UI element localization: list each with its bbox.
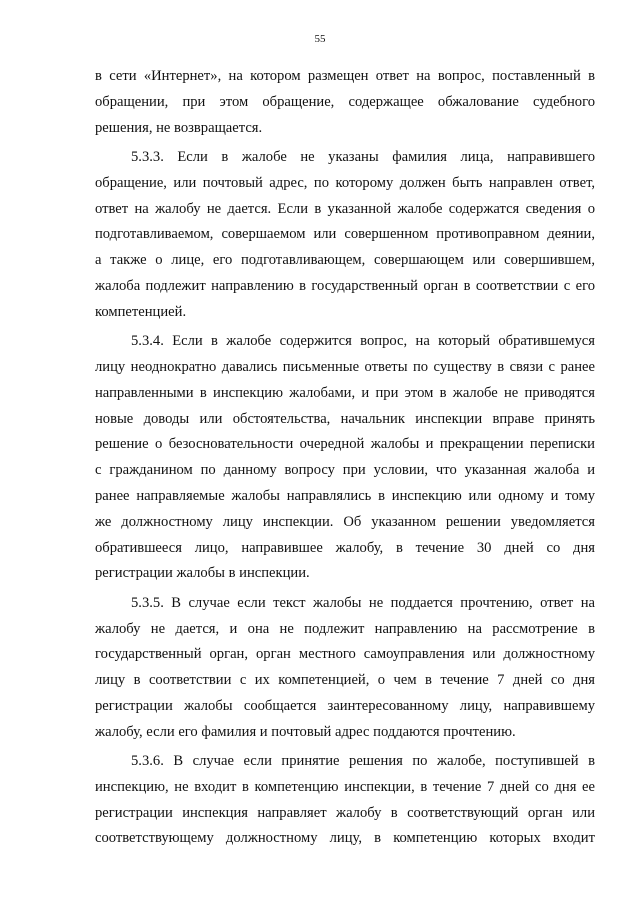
text-line: государственный орган, орган местного самоуправления или должностному [95, 646, 595, 663]
text-line: соответствующему должностному лицу, в компетенцию которых входит [95, 830, 595, 847]
text-line: подготавливаемом, совершаемом или совершенном противоправном деянии, [95, 226, 595, 243]
text-line: инспекцию, не входит в компетенцию инспекции, в течение 7 дней со дня ее [95, 778, 595, 795]
text-line: ответ на жалобу не дается. Если в указанной жалобе содержатся сведения о [95, 200, 595, 217]
text-line: ранее направляемые жалобы направлялись в инспекцию или одному и тому [95, 487, 595, 504]
document-body [95, 64, 595, 856]
text-line: регистрации жалобы сообщается заинтересованному лицу, направившему [95, 697, 595, 714]
text-line: 5.3.4. Если в жалобе содержится вопрос, на который обратившемуся [131, 333, 595, 350]
text-line: направленными в инспекцию жалобами, и при этом в жалобе не приводятся [95, 384, 595, 401]
text-line: решение о безосновательности очередной жалобы и прекращении переписки [95, 436, 595, 453]
text-line: лицу неоднократно давались письменные ответы по существу в связи с ранее [95, 358, 595, 375]
text-line: компетенцией. [95, 303, 187, 320]
text-line: с гражданином по данному вопросу при условии, что указанная жалоба и [95, 462, 595, 479]
text-line: обращении, при этом обращение, содержащее обжалование судебного [95, 93, 595, 110]
text-line: жалобу, если его фамилия и почтовый адрес поддаются прочтению. [95, 723, 516, 740]
text-line: 5.3.6. В случае если принятие решения по жалобе, поступившей в [131, 753, 595, 770]
text-line: новые доводы или обстоятельства, начальник инспекции вправе принять [95, 410, 595, 427]
text-line: обращение, или почтовый адрес, по которому должен быть направлен ответ, [95, 174, 595, 191]
text-line: регистрации жалобы в инспекции. [95, 565, 310, 582]
paragraph-continuation [95, 64, 595, 141]
text-line: лицу в соответствии с их компетенцией, о чем в течение 7 дней со дня [95, 672, 595, 689]
text-line: решения, не возвращается. [95, 119, 263, 136]
text-line: обратившееся лицо, направившее жалобу, в течение 30 дней со дня [95, 539, 595, 556]
text-line: 5.3.5. В случае если текст жалобы не поддается прочтению, ответ на [131, 594, 595, 611]
page-number: 55 [314, 33, 326, 45]
text-line: 5.3.3. Если в жалобе не указаны фамилия лица, направившего [131, 148, 595, 165]
text-line: жалобу не дается, и она не подлежит направлению на рассмотрение в [95, 620, 595, 637]
text-line: а также о лице, его подготавливающем, совершающем или совершившем, [95, 252, 595, 269]
text-line: же должностному лицу инспекции. Об указанном решении уведомляется [95, 513, 595, 530]
paragraph-5-3-4 [95, 329, 595, 587]
paragraph-5-3-5 [95, 591, 595, 746]
text-line: регистрации инспекция направляет жалобу в соответствующий орган или [95, 804, 595, 821]
paragraph-5-3-6 [95, 749, 595, 852]
paragraph-5-3-3 [95, 145, 595, 326]
text-line: в сети «Интернет», на котором размещен ответ на вопрос, поставленный в [95, 68, 595, 84]
text-line: жалоба подлежит направлению в государственный орган в соответствии с его [95, 277, 595, 294]
